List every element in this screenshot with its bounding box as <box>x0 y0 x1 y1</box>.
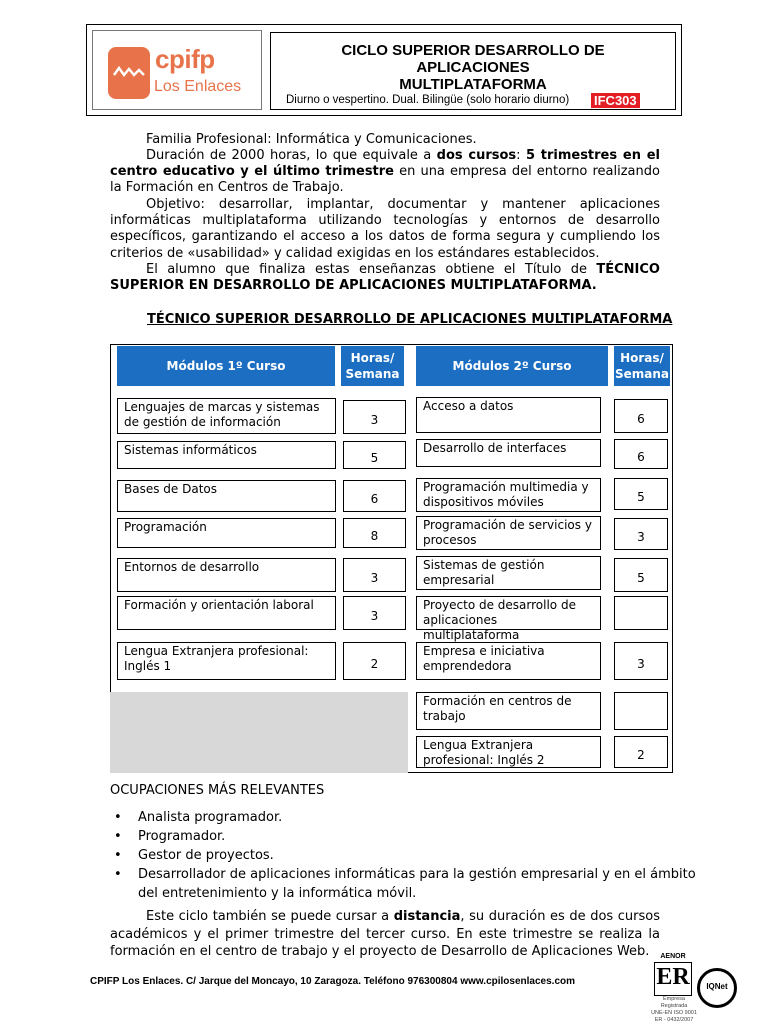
module-1-hours: 8 <box>343 518 406 548</box>
iqnet-label: IQNet <box>706 982 728 991</box>
table-title: TÉCNICO SUPERIOR DESARROLLO DE APLICACIONES MULTIPLATAFORMA <box>147 312 673 327</box>
title-line-3: MULTIPLATAFORMA <box>399 76 547 93</box>
schedule-subtitle: Diurno o vespertino. Dual. Bilingüe (solo horario diurno) <box>286 94 570 106</box>
distance-text-end: , su duración es de dos cursos académicos y el primer trimestre del tercer curso. En este trimestre se realiza la formación en el centro de trabajo y el proyecto de Desarrollo de Aplicaciones Web. <box>110 909 660 959</box>
duration-bold-2: 5 trimestres en el centro educativo y el último trimestre <box>110 148 660 180</box>
distance-paragraph <box>110 908 660 961</box>
header-modules-1: Módulos 1º Curso <box>117 346 335 386</box>
module-1-hours: 6 <box>343 480 406 512</box>
cycle-code-badge: IFC303 <box>591 93 640 108</box>
empty-gray-area <box>110 692 408 773</box>
title-line-2: APLICACIONES <box>416 59 530 76</box>
duration-paragraph <box>110 148 660 197</box>
duration-text: Duración de 2000 horas, lo que equivale a <box>146 148 437 163</box>
module-2-name: Sistemas de gestión empresarial <box>416 556 601 590</box>
module-2-name: Empresa e iniciativa emprendedora <box>416 642 601 680</box>
module-1-hours: 2 <box>343 642 406 680</box>
aenor-label: AENOR <box>660 953 686 960</box>
title-paragraph <box>110 262 660 294</box>
module-1-name: Sistemas informáticos <box>117 441 336 469</box>
module-2-hours: 5 <box>614 478 668 510</box>
list-item: • Desarrollador de aplicaciones informáticas para la gestión empresarial y en el ámbito del entretenimiento y la informática móvil. <box>110 865 700 903</box>
module-1-hours: 3 <box>343 558 406 592</box>
duration-bold-1: dos cursos <box>436 148 517 163</box>
module-2-name: Lengua Extranjera profesional: Inglés 2 <box>416 736 601 768</box>
module-1-name: Lenguajes de marcas y sistemas de gestión de información <box>117 398 336 434</box>
module-1-name: Entornos de desarrollo <box>117 558 336 592</box>
module-2-hours: 3 <box>614 518 668 550</box>
distance-text: Este ciclo también se puede cursar a <box>146 909 394 924</box>
aenor-subtitle <box>650 996 698 1024</box>
occupations-title: OCUPACIONES MÁS RELEVANTES <box>110 783 325 798</box>
module-2-name: Proyecto de desarrollo de aplicaciones multiplataforma <box>416 596 601 630</box>
module-1-name: Formación y orientación laboral <box>117 596 336 630</box>
aenor-er-mark: ER <box>656 964 690 990</box>
module-2-hours <box>614 596 668 630</box>
aenor-sub-3: ER - 0432/2007 <box>654 1017 694 1023</box>
module-2-hours: 6 <box>614 399 668 433</box>
header-hours-2: Horas/ Semana <box>614 346 670 386</box>
module-2-hours: 5 <box>614 558 668 592</box>
module-2-hours <box>614 692 668 730</box>
module-2-name: Desarrollo de interfaces <box>416 439 601 467</box>
module-1-hours: 3 <box>343 596 406 630</box>
duration-text-end: en una empresa del entorno realizando la Formación en Centros de Trabajo. <box>110 164 660 196</box>
module-2-hours: 6 <box>614 439 668 469</box>
aenor-sub-1: Empresa Registrada <box>660 996 688 1009</box>
aenor-sub-2: UNE-EN ISO 9001 <box>651 1010 697 1016</box>
distance-bold: distancia <box>393 909 461 924</box>
header-modules-2: Módulos 2º Curso <box>416 346 608 386</box>
list-item: • Programador. <box>110 827 700 846</box>
degree-bold: TÉCNICO SUPERIOR EN DESARROLLO DE APLICACIONES MULTIPLATAFORMA. <box>110 262 660 294</box>
module-1-name: Lengua Extranjera profesional: Inglés 1 <box>117 642 336 680</box>
objective-text: Objetivo: desarrollar, implantar, documentar y mantener aplicaciones informáticas multiplataforma utilizando tecnologías y entornos de desarrollo específicos, garantizando el acceso a los datos de forma segura y cumpliendo los criterios de «usabilidad» y calidad exigidas en los estándares establecidos. <box>110 197 660 261</box>
degree-text: El alumno que finaliza estas enseñanzas obtiene el Título de <box>146 262 597 277</box>
module-1-hours: 5 <box>343 441 406 469</box>
family-paragraph <box>110 132 660 148</box>
logo-brand: cpifp <box>155 44 215 74</box>
duration-sep: : <box>516 148 526 163</box>
title-line-1: CICLO SUPERIOR DESARROLLO DE <box>341 42 605 59</box>
module-2-name: Acceso a datos <box>416 397 601 433</box>
header-hours-1: Horas/ Semana <box>341 346 404 386</box>
family-text: Familia Profesional: Informática y Comunicaciones. <box>146 132 477 147</box>
module-2-name: Programación multimedia y dispositivos móviles <box>416 478 601 512</box>
module-2-name: Programación de servicios y procesos <box>416 516 601 550</box>
list-item: • Analista programador. <box>110 808 700 827</box>
objective-paragraph <box>110 197 660 262</box>
module-1-name: Programación <box>117 518 336 548</box>
module-2-hours: 3 <box>614 642 668 680</box>
module-1-hours: 3 <box>343 400 406 434</box>
footer-contact: CPIFP Los Enlaces. C/ Jarque del Moncayo, 10 Zaragoza. Teléfono 976300804 www.cpilosenlaces.com <box>90 976 575 987</box>
list-item: • Gestor de proyectos. <box>110 846 700 865</box>
module-2-hours: 2 <box>614 736 668 768</box>
logo-name: Los Enlaces <box>154 78 242 95</box>
logo-icon <box>108 47 150 99</box>
module-1-name: Bases de Datos <box>117 480 336 512</box>
occupations-list <box>110 808 700 903</box>
module-2-name: Formación en centros de trabajo <box>416 692 601 730</box>
page-title <box>270 42 676 93</box>
